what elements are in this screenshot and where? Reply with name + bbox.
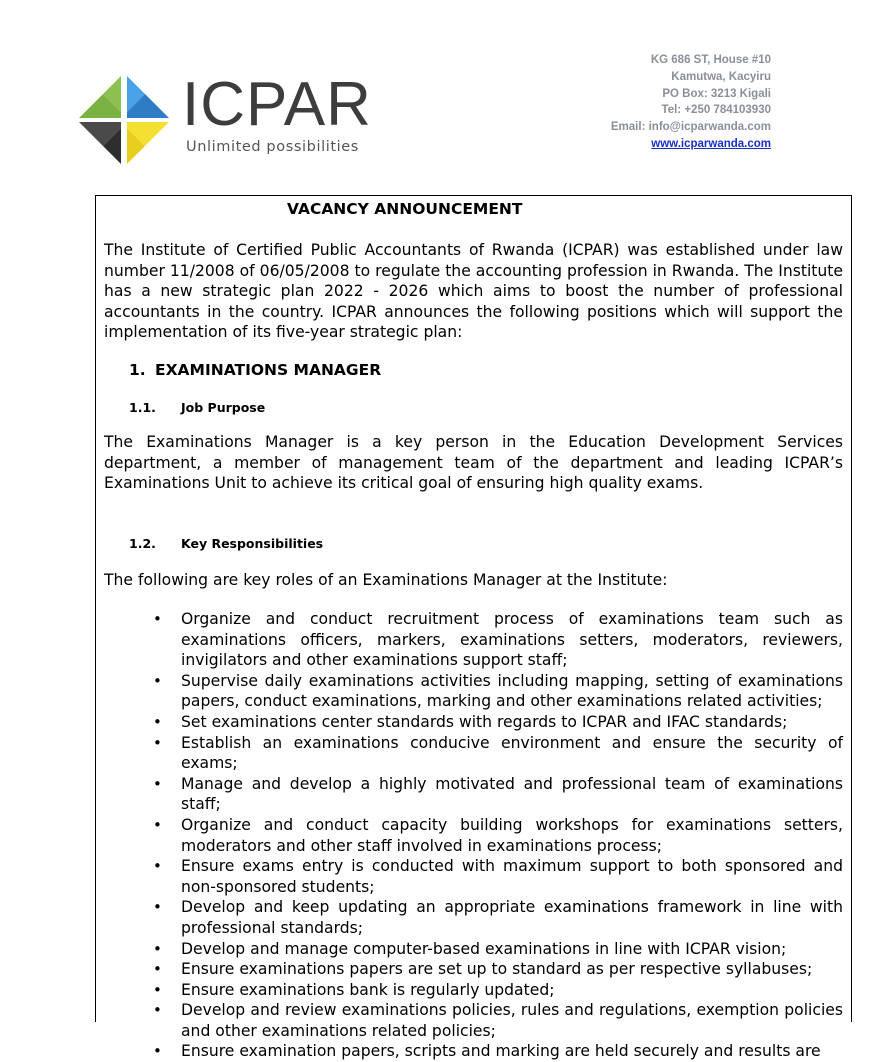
list-item: • Develop and keep updating an appropriate examinations framework in line with professional standards; xyxy=(104,897,843,938)
address-phone: Tel: +250 784103930 xyxy=(661,104,771,117)
list-item: • Ensure examinations papers are set up to standard as per respective syllabuses; xyxy=(104,959,843,980)
subsection-number: 1.1. xyxy=(129,400,156,415)
address-line: PO Box: 3213 Kigali xyxy=(662,87,771,100)
section-heading xyxy=(129,361,381,379)
subsection-title: Key Responsibilities xyxy=(181,536,324,551)
list-item: • Organize and conduct capacity building workshops for examinations setters, moderators and other staff involved in examinations process; xyxy=(104,815,843,856)
section-title: EXAMINATIONS MANAGER xyxy=(155,361,382,379)
brand-tagline: Unlimited possibilities xyxy=(186,139,359,155)
list-item: • Ensure examination papers, scripts and marking are held securely and results are xyxy=(104,1041,843,1062)
subsection-title: Job Purpose xyxy=(181,400,266,415)
section-number: 1. xyxy=(129,361,146,379)
address-line: Kamutwa, Kacyiru xyxy=(671,70,771,83)
document-title: VACANCY ANNOUNCEMENT xyxy=(287,200,523,218)
list-item: • Ensure exams entry is conducted with maximum support to both sponsored and non-sponsored students; xyxy=(104,856,843,897)
responsibilities-lead: The following are key roles of an Examinations Manager at the Institute: xyxy=(104,571,668,589)
subsection-number: 1.2. xyxy=(129,536,156,551)
responsibilities-list xyxy=(104,609,843,1062)
list-item: • Supervise daily examinations activities including mapping, setting of examinations papers, conduct examinations, marking and other examinations related activities; xyxy=(104,671,843,712)
intro-paragraph: The Institute of Certified Public Accountants of Rwanda (ICPAR) was established under law number 11/2008 of 06/05/2008 to regulate the accounting profession in Rwanda. The Institute has a new strategic plan 2022 - 2026 which aims to boost the number of professional accountants in the country. ICPAR announces the following positions which will support the implementation of its five-year strategic plan: xyxy=(104,241,843,341)
subsection-heading-responsibilities xyxy=(129,536,323,551)
announcement-box xyxy=(95,195,852,1061)
address-email: Email: info@icparwanda.com xyxy=(610,121,771,134)
list-item: • Set examinations center standards with regards to ICPAR and IFAC standards; xyxy=(104,712,843,733)
list-item: • Establish an examinations conducive environment and ensure the security of exams; xyxy=(104,733,843,774)
list-item: • Develop and review examinations policies, rules and regulations, exemption policies and other examinations related policies; xyxy=(104,1000,843,1041)
website-link[interactable]: www.icparwanda.com xyxy=(651,137,771,150)
contact-address xyxy=(611,52,771,153)
list-item: • Ensure examinations bank is regularly updated; xyxy=(104,980,843,1001)
icpar-logo-icon xyxy=(76,70,172,168)
list-item: • Organize and conduct recruitment process of examinations team such as examinations officers, markers, examinations setters, moderators, reviewers, invigilators and other examinations support staff; xyxy=(104,609,843,671)
subsection-heading-purpose xyxy=(129,400,265,415)
list-item: • Develop and manage computer-based examinations in line with ICPAR vision; xyxy=(104,939,843,960)
job-purpose-paragraph: The Examinations Manager is a key person in the Education Development Services department, a member of management team of the department and leading ICPAR’s Examinations Unit to achieve its critical goal of ensuring high quality exams. xyxy=(104,433,843,492)
list-item: • Manage and develop a highly motivated and professional team of examinations staff; xyxy=(104,774,843,815)
brand xyxy=(182,70,372,155)
brand-name: ICPAR xyxy=(182,70,372,139)
address-line: KG 686 ST, House #10 xyxy=(650,54,771,66)
